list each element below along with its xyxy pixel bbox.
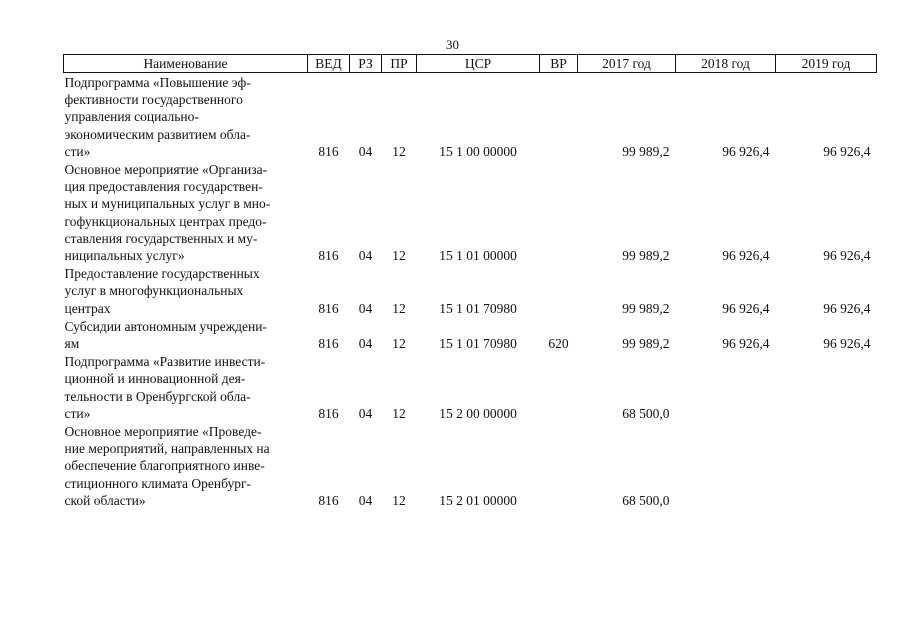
header-ved: ВЕД (308, 55, 350, 73)
row-name-line: обеспечение благоприятного инве- (64, 458, 265, 474)
row-name-line: сти» (64, 143, 91, 159)
row-name-line: фективности государственного (64, 92, 243, 108)
row-name-line: тельности в Оренбургской обла- (64, 388, 251, 404)
row-name-line: ям (64, 336, 80, 352)
row-name-line: ставления государственных и му- (64, 230, 258, 246)
row-name-line: Предоставление государственных (64, 266, 260, 282)
row-name-cell (64, 422, 308, 509)
amount-2019-cell: 96 926,4 (823, 336, 871, 352)
ved-cell: 816 (318, 405, 339, 421)
ved-cell: 816 (318, 143, 339, 159)
row-name-line: ционной и инновационной дея- (64, 371, 246, 387)
rz-cell: 04 (358, 248, 373, 264)
amount-2019-cell (776, 422, 877, 509)
amount-2019-cell (776, 352, 877, 422)
row-name-line: ниципальных услуг» (64, 248, 185, 264)
table-row (64, 160, 877, 264)
vr-cell (540, 352, 578, 422)
row-name-line: сти» (64, 405, 91, 421)
csr-cell: 15 2 01 00000 (439, 492, 517, 508)
budget-table (63, 54, 877, 509)
table-row (64, 264, 877, 317)
table-row (64, 352, 877, 422)
header-year-2017: 2017 год (578, 55, 676, 73)
csr-cell: 15 1 01 70980 (439, 300, 517, 316)
rz-cell: 04 (358, 336, 373, 352)
row-name-line: ных и муниципальных услуг в мно- (64, 196, 271, 212)
header-rz: РЗ (350, 55, 382, 73)
csr-cell: 15 1 00 00000 (439, 143, 517, 159)
amount-2018-cell (676, 352, 776, 422)
row-name-line: услуг в многофункциональных (64, 283, 244, 299)
amount-2018-cell: 96 926,4 (722, 143, 770, 159)
table-body (64, 73, 877, 510)
header-pr: ПР (382, 55, 417, 73)
rz-cell: 04 (358, 300, 373, 316)
row-name-line: Подпрограмма «Повышение эф- (64, 75, 251, 90)
pr-cell: 12 (392, 492, 406, 508)
amount-2017-cell: 99 989,2 (622, 143, 670, 159)
ved-cell: 816 (318, 248, 339, 264)
pr-cell: 12 (392, 143, 406, 159)
rz-cell: 04 (358, 143, 373, 159)
row-name-line: управления социально- (64, 109, 199, 125)
vr-cell (540, 422, 578, 509)
header-year-2019: 2019 год (776, 55, 877, 73)
pr-cell: 12 (392, 300, 406, 316)
amount-2019-cell: 96 926,4 (823, 300, 871, 316)
pr-cell: 12 (392, 248, 406, 264)
row-name-cell (64, 317, 308, 352)
amount-2018-cell: 96 926,4 (722, 336, 770, 352)
row-name-line: Подпрограмма «Развитие инвести- (64, 354, 266, 370)
vr-cell: 620 (548, 336, 569, 352)
vr-cell (540, 264, 578, 317)
ved-cell: 816 (318, 492, 339, 508)
amount-2017-cell: 99 989,2 (622, 248, 670, 264)
vr-cell (540, 73, 578, 161)
row-name-line: стиционного климата Оренбург- (64, 475, 251, 491)
header-name: Наименование (64, 55, 308, 73)
ved-cell: 816 (318, 300, 339, 316)
row-name-line: ние мероприятий, направленных на (64, 441, 270, 457)
amount-2018-cell: 96 926,4 (722, 248, 770, 264)
row-name-line: Основное мероприятие «Проведе- (64, 424, 262, 440)
row-name-cell (64, 73, 308, 161)
amount-2019-cell: 96 926,4 (823, 143, 871, 159)
page-number: 30 (446, 37, 459, 52)
amount-2018-cell (676, 422, 776, 509)
csr-cell: 15 2 00 00000 (439, 405, 517, 421)
row-name-line: ция предоставления государствен- (64, 179, 263, 195)
csr-cell: 15 1 01 70980 (439, 336, 517, 352)
ved-cell: 816 (318, 336, 339, 352)
row-name-line: центрах (64, 300, 111, 316)
row-name-line: экономическим развитием обла- (64, 126, 251, 142)
vr-cell (540, 160, 578, 264)
header-year-2018: 2018 год (676, 55, 776, 73)
amount-2017-cell: 68 500,0 (622, 405, 670, 421)
row-name-cell (64, 264, 308, 317)
rz-cell: 04 (358, 405, 373, 421)
header-vr: ВР (540, 55, 578, 73)
amount-2018-cell: 96 926,4 (722, 300, 770, 316)
row-name-line: Основное мероприятие «Организа- (64, 162, 268, 178)
table-row (64, 422, 877, 509)
pr-cell: 12 (392, 336, 406, 352)
table-header-row (64, 55, 877, 73)
csr-cell: 15 1 01 00000 (439, 248, 517, 264)
table-row (64, 317, 877, 352)
amount-2017-cell: 68 500,0 (622, 492, 670, 508)
header-csr: ЦСР (417, 55, 540, 73)
row-name-line: гофункциональных центрах предо- (64, 213, 267, 229)
rz-cell: 04 (358, 492, 373, 508)
amount-2017-cell: 99 989,2 (622, 336, 670, 352)
amount-2019-cell: 96 926,4 (823, 248, 871, 264)
table-row (64, 73, 877, 161)
row-name-cell (64, 160, 308, 264)
amount-2017-cell: 99 989,2 (622, 300, 670, 316)
row-name-line: Субсидии автономным учреждени- (64, 318, 267, 334)
pr-cell: 12 (392, 405, 406, 421)
row-name-line: ской области» (64, 492, 146, 508)
row-name-cell (64, 352, 308, 422)
